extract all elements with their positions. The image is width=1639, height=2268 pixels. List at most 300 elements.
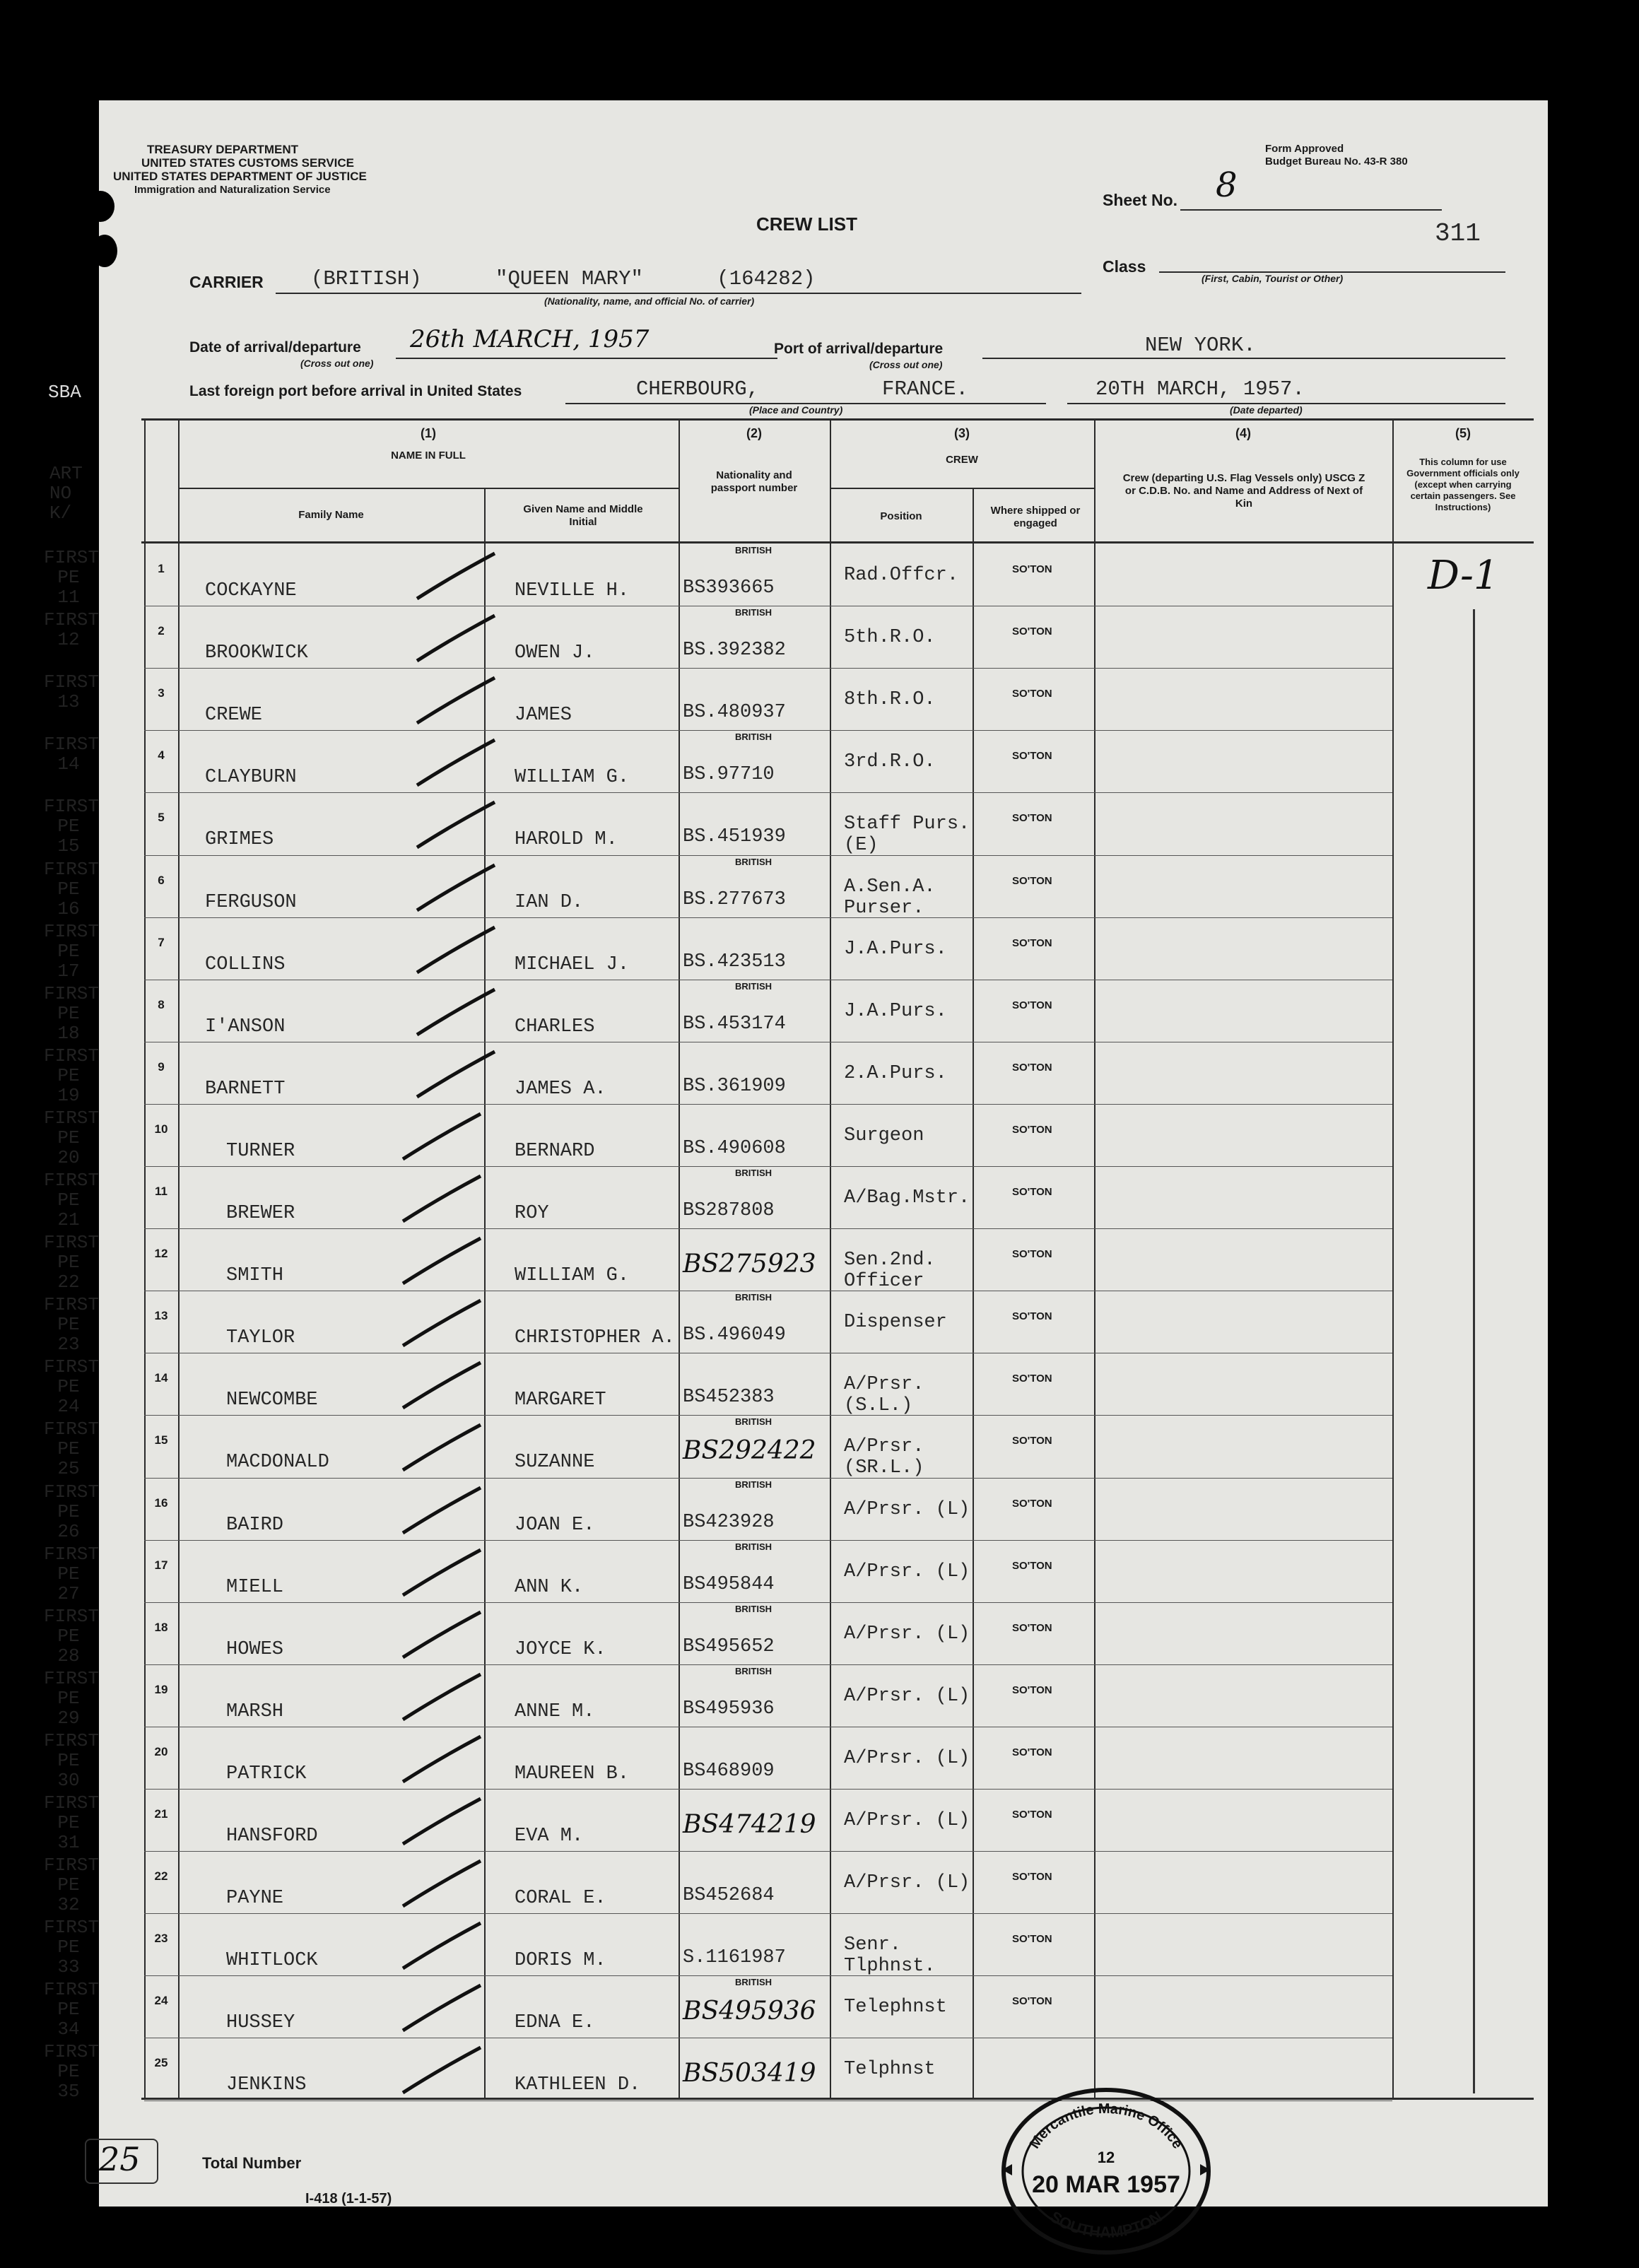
margin-annotation: FIRST PE 35: [44, 2041, 100, 2103]
family-name: I'ANSON: [205, 1016, 286, 1038]
row-number: 12: [154, 1247, 168, 1261]
passport-number: BS.423513: [683, 951, 786, 973]
row-number: 22: [154, 1869, 168, 1884]
check-mark-icon: [396, 1482, 495, 1539]
row-number: 15: [154, 1433, 168, 1447]
position: A/Prsr. (L): [844, 1498, 970, 1520]
check-mark-icon: [410, 548, 509, 604]
date-departed-value: 20TH MARCH, 1957.: [1095, 377, 1305, 401]
arrival-port-value: NEW YORK.: [1145, 334, 1256, 357]
family-name: WHITLOCK: [226, 1950, 318, 1972]
date-departed-caption: (Date departed): [1230, 404, 1303, 416]
check-mark-icon: [396, 1233, 495, 1289]
where-shipped: SO'TON: [1012, 1310, 1052, 1323]
margin-annotation: FIRST PE 33: [44, 1917, 100, 1978]
position: A/Prsr. (L): [844, 1872, 970, 1894]
row-number: 21: [154, 1807, 168, 1821]
family-name: SMITH: [226, 1265, 284, 1287]
row-number: 9: [158, 1059, 165, 1074]
family-name: GRIMES: [205, 829, 274, 851]
where-shipped: SO'TON: [1012, 1871, 1052, 1884]
family-name: PAYNE: [226, 1888, 284, 1910]
check-mark-icon: [396, 1544, 495, 1601]
position: 3rd.R.O.: [844, 751, 936, 773]
crew-list-document: [44, 100, 1548, 2241]
row-number: 23: [154, 1932, 168, 1946]
row-divider: [144, 1478, 1392, 1479]
svg-text:Mercantile Marine Office: Mercantile Marine Office: [1026, 2100, 1186, 2152]
check-mark-icon: [396, 1419, 495, 1476]
margin-annotation: FIRST PE 29: [44, 1667, 100, 1729]
where-shipped: SO'TON: [1012, 874, 1052, 887]
margin-annotation: ART NO K/: [49, 463, 83, 524]
margin-annotation: FIRST PE 23: [44, 1294, 100, 1356]
row-divider: [144, 1913, 1392, 1914]
carrier-label: CARRIER: [189, 273, 264, 291]
check-mark-icon: [396, 1606, 495, 1663]
sheet-underline: [1180, 209, 1442, 211]
given-name: ANNE M.: [515, 1700, 595, 1722]
position: Sen.2nd. Officer: [844, 1250, 936, 1293]
where-shipped: SO'TON: [1012, 999, 1052, 1011]
position: A/Prsr. (SR.L.): [844, 1436, 924, 1479]
agency-line: Immigration and Naturalization Service: [134, 184, 331, 196]
budget-bureau: Budget Bureau No. 43-R 380: [1265, 155, 1408, 168]
margin-annotation: FIRST PE 15: [44, 796, 100, 857]
row-divider: [144, 917, 1392, 918]
where-shipped: SO'TON: [1012, 1248, 1052, 1261]
total-box: [85, 2139, 158, 2184]
where-shipped: SO'TON: [1012, 1809, 1052, 1821]
col4-number: (4): [1235, 426, 1251, 440]
check-mark-icon: [396, 1108, 495, 1165]
row-number: 11: [155, 1185, 168, 1198]
given-name: WILLIAM G.: [515, 1265, 630, 1287]
row-divider: [144, 668, 1392, 669]
passport-number: BS.97710: [683, 764, 775, 786]
class-label: Class: [1103, 257, 1146, 276]
position: 2.A.Purs.: [844, 1062, 947, 1084]
family-name: HANSFORD: [226, 1826, 318, 1847]
position: A/Prsr. (L): [844, 1685, 970, 1707]
given-name: CHRISTOPHER A.: [515, 1327, 675, 1349]
row-number: 10: [154, 1122, 168, 1136]
where-shipped: SO'TON: [1012, 1435, 1052, 1447]
check-mark-icon: [396, 1295, 495, 1351]
row-divider: [144, 855, 1392, 856]
where-shipped: SO'TON: [1012, 812, 1052, 825]
row-divider: [144, 1166, 1392, 1167]
given-name: OWEN J.: [515, 642, 595, 664]
where-shipped-header: Where shipped or engaged: [990, 505, 1081, 529]
row-number: 5: [158, 811, 165, 825]
row-number: 20: [154, 1744, 168, 1758]
row-divider: [144, 1664, 1392, 1665]
punch-hole: [86, 191, 114, 222]
family-name: HOWES: [226, 1638, 284, 1660]
family-name: CREWE: [205, 705, 263, 727]
margin-annotation: FIRST 13: [44, 671, 100, 713]
position: Staff Purs.(E): [844, 813, 970, 857]
where-shipped: SO'TON: [1012, 1061, 1052, 1074]
margin-annotation: FIRST PE 19: [44, 1045, 100, 1106]
margin-annotation: FIRST PE 25: [44, 1418, 100, 1480]
col5-number: (5): [1455, 426, 1471, 440]
crew-subheader-line: [830, 488, 1094, 489]
passport-number: BS423928: [683, 1511, 775, 1533]
passport-number: BS.453174: [683, 1013, 786, 1035]
given-name: CORAL E.: [515, 1888, 606, 1910]
family-name: TAYLOR: [226, 1327, 295, 1349]
passport-number: BS468909: [683, 1760, 775, 1782]
form-approved: Form Approved: [1265, 143, 1344, 155]
check-mark-icon: [396, 1669, 495, 1725]
margin-annotation: FIRST PE 26: [44, 1481, 100, 1542]
sheet-label: Sheet No.: [1103, 191, 1178, 209]
nationality: BRITISH: [735, 545, 772, 556]
where-shipped: SO'TON: [1012, 1559, 1052, 1572]
given-name: SUZANNE: [515, 1452, 595, 1474]
family-name: BROOKWICK: [205, 642, 308, 664]
row-divider: [144, 1540, 1392, 1541]
given-name: EDNA E.: [515, 2012, 595, 2034]
given-name: NEVILLE H.: [515, 580, 630, 601]
table-rule: [1094, 418, 1095, 2099]
check-mark-icon: [396, 1917, 495, 1974]
given-name: ROY: [515, 1203, 549, 1224]
arrival-date-underline: [396, 358, 777, 359]
family-name: MARSH: [226, 1700, 284, 1722]
family-name: COCKAYNE: [205, 580, 297, 601]
table-rule: [678, 418, 680, 2099]
given-name: JOYCE K.: [515, 1638, 606, 1660]
position-header: Position: [880, 510, 922, 522]
nationality: BRITISH: [735, 1479, 772, 1490]
row-number: 7: [158, 935, 165, 949]
passport-number: BS452684: [683, 1885, 775, 1907]
given-name: MICHAEL J.: [515, 953, 630, 975]
where-shipped: SO'TON: [1012, 1373, 1052, 1385]
check-mark-icon: [410, 984, 509, 1040]
col3-title: CREW: [946, 454, 978, 466]
passport-number: BS.496049: [683, 1324, 786, 1346]
margin-annotation: FIRST PE 30: [44, 1729, 100, 1791]
nationality: BRITISH: [735, 1292, 772, 1303]
total-handwritten: 25: [99, 2140, 141, 2178]
row-number: 8: [158, 997, 165, 1011]
passport-number: BS503419: [683, 2059, 816, 2088]
where-shipped: SO'TON: [1012, 936, 1052, 949]
last-port-caption: (Place and Country): [749, 404, 843, 416]
agency-line: UNITED STATES DEPARTMENT OF JUSTICE: [113, 170, 367, 183]
col5-note: D-1: [1428, 553, 1499, 599]
row-divider: [144, 1975, 1392, 1976]
passport-number: BS.361909: [683, 1075, 786, 1097]
position: Senr. Tlphnst.: [844, 1934, 936, 1978]
col2-number: (2): [746, 426, 762, 440]
position: J.A.Purs.: [844, 938, 947, 960]
margin-annotation: FIRST PE 32: [44, 1855, 100, 1916]
nationality: BRITISH: [735, 731, 772, 743]
check-mark-icon: [396, 1980, 495, 2036]
margin-annotation: FIRST PE 20: [44, 1107, 100, 1168]
position: 5th.R.O.: [844, 627, 936, 649]
passport-number: BS452383: [683, 1387, 775, 1409]
check-mark-icon: [396, 1855, 495, 1912]
position: A/Prsr. (S.L.): [844, 1374, 924, 1417]
row-number: 19: [154, 1682, 168, 1696]
passport-number: BS393665: [683, 577, 775, 599]
margin-annotation: FIRST PE 18: [44, 982, 100, 1044]
where-shipped: SO'TON: [1012, 1995, 1052, 2008]
cross-out-caption: (Cross out one): [300, 358, 374, 369]
margin-annotation: FIRST PE 31: [44, 1792, 100, 1853]
given-name: BERNARD: [515, 1140, 595, 1162]
row-number: 6: [158, 873, 165, 887]
page-title: CREW LIST: [756, 213, 857, 235]
passport-number: BS275923: [683, 1250, 816, 1279]
nationality: BRITISH: [735, 1416, 772, 1428]
given-name-header: Given Name and Middle Initial: [523, 503, 643, 528]
row-number: 4: [158, 748, 165, 763]
passport-number: BS495844: [683, 1573, 775, 1595]
margin-annotation: FIRST 12: [44, 609, 100, 651]
position: A/Prsr. (L): [844, 1623, 970, 1645]
check-mark-icon: [410, 797, 509, 853]
margin-annotation: FIRST 14: [44, 734, 100, 775]
position: J.A.Purs.: [844, 1000, 947, 1022]
family-name: PATRICK: [226, 1763, 307, 1785]
passport-number: BS495936: [683, 1698, 775, 1720]
sheet-value: 8: [1216, 165, 1238, 205]
nationality: BRITISH: [735, 607, 772, 618]
passport-number: BS.451939: [683, 826, 786, 848]
position: A/Prsr. (L): [844, 1561, 970, 1582]
family-name: BARNETT: [205, 1078, 286, 1100]
where-shipped: SO'TON: [1012, 750, 1052, 763]
row-number: 13: [154, 1309, 168, 1323]
given-name: IAN D.: [515, 891, 584, 913]
col2-title: Nationality and passport number: [710, 469, 798, 494]
position: A/Bag.Mstr.: [844, 1187, 970, 1209]
family-name: FERGUSON: [205, 891, 297, 913]
given-name: DORIS M.: [515, 1950, 606, 1972]
nationality: BRITISH: [735, 1541, 772, 1552]
col1-number: (1): [421, 426, 436, 440]
position: Rad.Offcr.: [844, 565, 959, 586]
row-divider: [144, 1228, 1392, 1229]
table-rule: [178, 418, 180, 2099]
col5-bracket-line: [1473, 609, 1475, 2093]
table-rule: [830, 418, 831, 2099]
table-header-border: [141, 541, 1534, 544]
family-name: HUSSEY: [226, 2012, 295, 2034]
family-name: TURNER: [226, 1140, 295, 1162]
row-number: 14: [154, 1371, 168, 1385]
nationality: BRITISH: [735, 1603, 772, 1614]
row-number: 18: [154, 1620, 168, 1634]
row-number: 24: [154, 1994, 168, 2008]
row-divider: [144, 1104, 1392, 1105]
where-shipped: SO'TON: [1012, 625, 1052, 638]
family-name: NEWCOMBE: [226, 1389, 318, 1411]
total-number-label: Total Number: [202, 2154, 302, 2172]
given-name: JOAN E.: [515, 1514, 595, 1536]
family-name: COLLINS: [205, 953, 286, 975]
passport-number: BS292422: [683, 1436, 816, 1466]
svg-text:SOUTHAMPTON: SOUTHAMPTON: [1047, 2207, 1165, 2241]
position: Telephnst: [844, 1997, 947, 2019]
margin-annotation: FIRST PE 21: [44, 1170, 100, 1230]
family-name: JENKINS: [226, 2074, 307, 2096]
table-rule: [1392, 418, 1394, 2099]
southampton-office-stamp: [997, 2079, 1216, 2267]
form-number: I-418 (1-1-57): [305, 2191, 392, 2207]
passport-number: BS474219: [683, 1810, 816, 1839]
passport-number: BS495936: [683, 1997, 816, 2026]
row-number: 1: [158, 562, 165, 575]
family-name: BREWER: [226, 1203, 295, 1224]
check-mark-icon: [410, 922, 509, 978]
agency-line: UNITED STATES CUSTOMS SERVICE: [141, 156, 355, 170]
check-mark-icon: [410, 859, 509, 916]
nationality: BRITISH: [735, 1977, 772, 1988]
family-name: BAIRD: [226, 1514, 284, 1536]
row-number: 2: [158, 624, 165, 638]
margin-annotation: FIRST PE 11: [44, 547, 100, 608]
position: A.Sen.A. Purser.: [844, 876, 936, 919]
where-shipped: SO'TON: [1012, 1933, 1052, 1946]
margin-annotation: FIRST PE 16: [44, 858, 100, 919]
family-name: MIELL: [226, 1576, 284, 1598]
passport-number: BS.277673: [683, 888, 786, 910]
table-rule: [973, 488, 974, 2099]
margin-annotation: FIRST PE 27: [44, 1543, 100, 1604]
position: Surgeon: [844, 1124, 924, 1146]
check-mark-icon: [396, 1170, 495, 1227]
row-number: 3: [158, 686, 165, 700]
margin-annotation: FIRST PE 17: [44, 920, 100, 982]
given-name: EVA M.: [515, 1826, 584, 1847]
passport-number: S.1161987: [683, 1947, 786, 1969]
agency-line: TREASURY DEPARTMENT: [146, 143, 299, 156]
passport-number: BS287808: [683, 1200, 775, 1221]
check-mark-icon: [396, 1357, 495, 1414]
row-number: 25: [154, 2056, 168, 2070]
punch-hole: [92, 235, 117, 267]
page-number: 311: [1435, 219, 1481, 248]
row-number: 17: [154, 1558, 168, 1572]
name-subheader-line: [178, 488, 678, 489]
check-mark-icon: [410, 672, 509, 729]
margin-annotation: FIRST PE 22: [44, 1232, 100, 1293]
col5-title: This column for use Government officials only (except when carrying certain passengers. See Instructions): [1406, 457, 1520, 512]
arrival-port-label: Port of arrival/departure: [774, 341, 944, 357]
where-shipped: SO'TON: [1012, 688, 1052, 700]
check-mark-icon: [396, 1731, 495, 1787]
position: A/Prsr. (L): [844, 1747, 970, 1769]
col1-title: NAME IN FULL: [391, 450, 466, 462]
margin-annotation: FIRST PE 34: [44, 1979, 100, 2040]
check-mark-icon: [396, 1793, 495, 1850]
family-name-header: Family Name: [298, 509, 364, 521]
row-divider: [144, 1851, 1392, 1852]
passport-number: BS495652: [683, 1635, 775, 1657]
table-top-border: [141, 418, 1534, 421]
check-mark-icon: [410, 610, 509, 666]
passport-number: BS.392382: [683, 640, 786, 662]
given-name: WILLIAM G.: [515, 767, 630, 789]
given-name: MAUREEN B.: [515, 1763, 630, 1785]
arrival-port-underline: [982, 358, 1505, 359]
row-number: 16: [154, 1496, 168, 1510]
passport-number: BS.480937: [683, 702, 786, 724]
row-divider: [144, 1415, 1392, 1416]
nationality: BRITISH: [735, 856, 772, 867]
check-mark-icon: [410, 734, 509, 791]
given-name: HAROLD M.: [515, 829, 618, 851]
passport-number: BS.490608: [683, 1137, 786, 1159]
svg-text:20 MAR 1957: 20 MAR 1957: [1032, 2171, 1180, 2198]
given-name: JAMES: [515, 705, 572, 727]
where-shipped: SO'TON: [1012, 1621, 1052, 1634]
family-name: CLAYBURN: [205, 767, 297, 789]
family-name: MACDONALD: [226, 1452, 329, 1474]
where-shipped: SO'TON: [1012, 1497, 1052, 1510]
where-shipped: SO'TON: [1012, 1746, 1052, 1758]
where-shipped: SO'TON: [1012, 1186, 1052, 1198]
check-mark-icon: [410, 1046, 509, 1103]
row-divider: [144, 730, 1392, 731]
position: 8th.R.O.: [844, 689, 936, 711]
nationality: BRITISH: [735, 1665, 772, 1676]
nationality: BRITISH: [735, 1168, 772, 1178]
position: Dispenser: [844, 1312, 947, 1334]
margin-annotation: FIRST PE 28: [44, 1605, 100, 1667]
cross-out-caption: (Cross out one): [869, 359, 943, 370]
row-divider: [144, 792, 1392, 793]
position: A/Prsr. (L): [844, 1810, 970, 1831]
where-shipped: SO'TON: [1012, 1123, 1052, 1136]
table-rule: [144, 418, 146, 2099]
carrier-underline: [276, 293, 1081, 294]
class-caption: (First, Cabin, Tourist or Other): [1202, 273, 1344, 284]
col3-number: (3): [954, 426, 970, 440]
agency-header: [113, 143, 367, 196]
last-port-value: CHERBOURG, FRANCE.: [636, 377, 968, 401]
row-divider: [144, 1602, 1392, 1603]
given-name: JAMES A.: [515, 1078, 606, 1100]
given-name: KATHLEEN D.: [515, 2074, 641, 2096]
nationality: BRITISH: [735, 980, 772, 992]
where-shipped: SO'TON: [1012, 1684, 1052, 1696]
carrier-caption: (Nationality, name, and official No. of carrier): [544, 295, 755, 307]
sba-mark: SBA: [48, 382, 81, 403]
arrival-date-label: Date of arrival/departure: [189, 339, 361, 356]
check-mark-icon: [396, 2042, 495, 2098]
row-divider: [144, 1789, 1392, 1790]
col4-title: Crew (departing U.S. Flag Vessels only) USCG Z or C.D.B. No. and Name and Address of Next of Kin: [1122, 472, 1365, 510]
svg-text:12: 12: [1097, 2149, 1115, 2166]
position: Telphnst: [844, 2059, 936, 2081]
given-name: ANN K.: [515, 1576, 584, 1598]
carrier-value: (BRITISH) "QUEEN MARY" (164282): [311, 267, 816, 290]
where-shipped: SO'TON: [1012, 563, 1052, 575]
margin-annotation: FIRST PE 24: [44, 1356, 100, 1418]
given-name: CHARLES: [515, 1016, 595, 1038]
given-name: MARGARET: [515, 1389, 606, 1411]
last-port-label: Last foreign port before arrival in United States: [189, 383, 522, 399]
